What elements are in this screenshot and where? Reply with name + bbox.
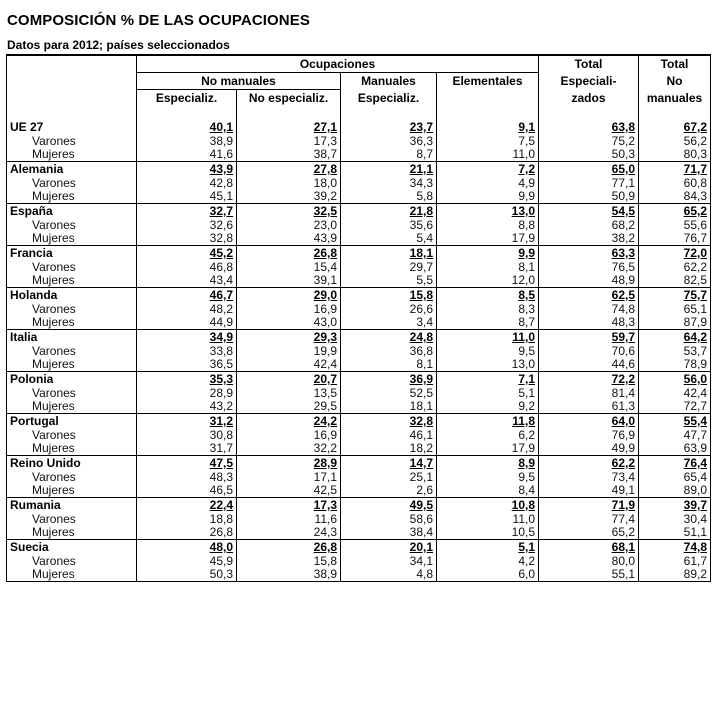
cell-no-especializ: 20,7 [237,372,341,388]
cell-total-no-manuales: 53,7 [639,345,711,358]
cell-total-especializados: 54,5 [539,204,639,220]
row-label: Reino Unido [7,456,137,472]
row-label: Polonia [7,372,137,388]
cell-especializ: 42,8 [137,177,237,190]
cell-manuales-especializ: 2,6 [341,484,437,498]
cell-manuales-especializ: 18,1 [341,400,437,414]
table-row-subgroup [7,303,711,316]
cell-no-especializ: 11,6 [237,513,341,526]
table-row-subgroup [7,484,711,498]
cell-elementales: 7,1 [437,372,539,388]
cell-manuales-especializ: 29,7 [341,261,437,274]
cell-no-especializ: 13,5 [237,387,341,400]
cell-total-especializados: 55,1 [539,568,639,582]
cell-total-especializados: 48,9 [539,274,639,288]
row-label: Portugal [7,414,137,430]
cell-total-especializados: 81,4 [539,387,639,400]
header-no-especializ: No especializ. [237,90,341,107]
cell-total-no-manuales: 56,2 [639,135,711,148]
cell-total-especializados: 75,2 [539,135,639,148]
cell-elementales: 8,9 [437,456,539,472]
cell-manuales-especializ: 3,4 [341,316,437,330]
row-label: Suecia [7,540,137,556]
cell-manuales-especializ: 26,6 [341,303,437,316]
row-label: Mujeres [7,316,137,330]
cell-especializ: 45,2 [137,246,237,262]
header-elementales: Elementales [437,73,539,90]
table-row-subgroup [7,471,711,484]
table-row-subgroup [7,232,711,246]
cell-no-especializ: 42,5 [237,484,341,498]
header-row-3 [7,90,711,107]
table-row-country [7,162,711,178]
cell-total-especializados: 68,1 [539,540,639,556]
row-label: Mujeres [7,148,137,162]
cell-no-especializ: 28,9 [237,456,341,472]
cell-manuales-especializ: 34,1 [341,555,437,568]
row-label: Francia [7,246,137,262]
cell-total-especializados: 77,1 [539,177,639,190]
cell-total-especializados: 49,1 [539,484,639,498]
cell-no-especializ: 15,8 [237,555,341,568]
cell-especializ: 46,5 [137,484,237,498]
cell-elementales: 11,0 [437,148,539,162]
cell-no-especializ: 32,5 [237,204,341,220]
cell-total-no-manuales: 76,4 [639,456,711,472]
cell-total-especializados: 50,9 [539,190,639,204]
cell-especializ: 22,4 [137,498,237,514]
cell-elementales: 7,2 [437,162,539,178]
cell-manuales-especializ: 21,1 [341,162,437,178]
header-manuales-especializ: Especializ. [341,90,437,107]
table-row-country [7,414,711,430]
table-row-subgroup [7,568,711,582]
cell-especializ: 44,9 [137,316,237,330]
cell-especializ: 31,2 [137,414,237,430]
header-total-especializados-3: zados [539,90,639,107]
cell-total-especializados: 61,3 [539,400,639,414]
cell-elementales: 13,0 [437,358,539,372]
cell-total-no-manuales: 61,7 [639,555,711,568]
cell-elementales: 11,8 [437,414,539,430]
cell-especializ: 50,3 [137,568,237,582]
header-no-manuales: No manuales [137,73,341,90]
cell-manuales-especializ: 18,1 [341,246,437,262]
cell-elementales: 6,2 [437,429,539,442]
cell-total-no-manuales: 76,7 [639,232,711,246]
cell-no-especializ: 19,9 [237,345,341,358]
row-label: Mujeres [7,358,137,372]
row-label: UE 27 [7,120,137,135]
table-row-country [7,372,711,388]
cell-especializ: 46,7 [137,288,237,304]
cell-elementales: 9,1 [437,120,539,135]
cell-manuales-especializ: 35,6 [341,219,437,232]
cell-elementales: 8,3 [437,303,539,316]
row-label: Varones [7,261,137,274]
cell-manuales-especializ: 15,8 [341,288,437,304]
cell-total-especializados: 62,5 [539,288,639,304]
cell-especializ: 41,6 [137,148,237,162]
cell-manuales-especializ: 18,2 [341,442,437,456]
cell-elementales: 10,5 [437,526,539,540]
cell-manuales-especializ: 34,3 [341,177,437,190]
cell-no-especializ: 26,8 [237,246,341,262]
cell-manuales-especializ: 4,8 [341,568,437,582]
occupations-table [6,54,711,582]
cell-total-especializados: 63,3 [539,246,639,262]
row-label: Varones [7,345,137,358]
row-label: Mujeres [7,400,137,414]
cell-total-no-manuales: 89,2 [639,568,711,582]
cell-no-especializ: 39,2 [237,190,341,204]
row-label: Mujeres [7,190,137,204]
cell-especializ: 28,9 [137,387,237,400]
table-row-country [7,246,711,262]
row-label: Mujeres [7,484,137,498]
header-total-no-manuales-3: manuales [639,90,711,107]
cell-total-no-manuales: 71,7 [639,162,711,178]
cell-no-especializ: 29,5 [237,400,341,414]
header-especializ: Especializ. [137,90,237,107]
row-label: Varones [7,177,137,190]
cell-total-especializados: 44,6 [539,358,639,372]
header-corner [7,73,137,90]
cell-no-especializ: 43,9 [237,232,341,246]
cell-total-especializados: 74,8 [539,303,639,316]
cell-no-especializ: 29,0 [237,288,341,304]
cell-especializ: 46,8 [137,261,237,274]
cell-especializ: 31,7 [137,442,237,456]
table-row-subgroup [7,177,711,190]
cell-elementales: 10,8 [437,498,539,514]
cell-total-no-manuales: 65,1 [639,303,711,316]
cell-elementales: 9,5 [437,345,539,358]
cell-total-especializados: 73,4 [539,471,639,484]
cell-elementales: 4,9 [437,177,539,190]
cell-total-especializados: 49,9 [539,442,639,456]
cell-no-especializ: 32,2 [237,442,341,456]
cell-no-especializ: 43,0 [237,316,341,330]
table-row-country [7,498,711,514]
cell-especializ: 43,2 [137,400,237,414]
cell-especializ: 38,9 [137,135,237,148]
cell-elementales: 17,9 [437,442,539,456]
cell-elementales: 4,2 [437,555,539,568]
cell-total-no-manuales: 78,9 [639,358,711,372]
cell-no-especializ: 24,3 [237,526,341,540]
table-row-subgroup [7,148,711,162]
cell-no-especializ: 24,2 [237,414,341,430]
cell-total-especializados: 38,2 [539,232,639,246]
cell-total-especializados: 68,2 [539,219,639,232]
cell-total-no-manuales: 75,7 [639,288,711,304]
cell-total-especializados: 77,4 [539,513,639,526]
cell-manuales-especializ: 36,9 [341,372,437,388]
cell-especializ: 30,8 [137,429,237,442]
cell-manuales-especializ: 38,4 [341,526,437,540]
cell-total-no-manuales: 84,3 [639,190,711,204]
table-row-country [7,456,711,472]
header-ocupaciones: Ocupaciones [137,55,539,73]
cell-manuales-especializ: 46,1 [341,429,437,442]
header-total-especializados-1: Total [539,55,639,73]
cell-elementales: 5,1 [437,387,539,400]
cell-especializ: 43,9 [137,162,237,178]
cell-manuales-especializ: 20,1 [341,540,437,556]
table-row-subgroup [7,513,711,526]
cell-no-especializ: 39,1 [237,274,341,288]
cell-especializ: 35,3 [137,372,237,388]
cell-total-especializados: 48,3 [539,316,639,330]
cell-elementales: 8,4 [437,484,539,498]
cell-total-no-manuales: 63,9 [639,442,711,456]
page-title: COMPOSICIÓN % DE LAS OCUPACIONES [7,12,310,29]
table-row-subgroup [7,345,711,358]
cell-elementales: 9,2 [437,400,539,414]
header-elementales-blank [437,90,539,107]
cell-manuales-especializ: 36,8 [341,345,437,358]
cell-manuales-especializ: 21,8 [341,204,437,220]
cell-elementales: 9,9 [437,190,539,204]
cell-especializ: 33,8 [137,345,237,358]
cell-especializ: 45,9 [137,555,237,568]
cell-no-especializ: 27,8 [237,162,341,178]
row-label: Mujeres [7,274,137,288]
table-row-subgroup [7,135,711,148]
header-corner [7,55,137,73]
cell-manuales-especializ: 14,7 [341,456,437,472]
cell-no-especializ: 29,3 [237,330,341,346]
cell-manuales-especializ: 23,7 [341,120,437,135]
cell-manuales-especializ: 5,8 [341,190,437,204]
row-label: Mujeres [7,568,137,582]
cell-no-especializ: 15,4 [237,261,341,274]
table-row-country [7,330,711,346]
cell-no-especializ: 26,8 [237,540,341,556]
cell-especializ: 45,1 [137,190,237,204]
header-spacer-row [7,106,711,120]
cell-total-no-manuales: 42,4 [639,387,711,400]
cell-total-no-manuales: 62,2 [639,261,711,274]
cell-total-no-manuales: 87,9 [639,316,711,330]
cell-total-especializados: 72,2 [539,372,639,388]
table-row-subgroup [7,316,711,330]
cell-elementales: 11,0 [437,513,539,526]
cell-total-no-manuales: 65,4 [639,471,711,484]
cell-manuales-especializ: 8,7 [341,148,437,162]
cell-total-no-manuales: 51,1 [639,526,711,540]
cell-manuales-especializ: 49,5 [341,498,437,514]
cell-total-especializados: 71,9 [539,498,639,514]
table-row-subgroup [7,358,711,372]
cell-total-especializados: 50,3 [539,148,639,162]
cell-no-especializ: 17,1 [237,471,341,484]
cell-total-no-manuales: 65,2 [639,204,711,220]
row-label: Alemania [7,162,137,178]
header-row-1 [7,55,711,73]
row-label: Mujeres [7,442,137,456]
cell-total-especializados: 76,9 [539,429,639,442]
row-label: Varones [7,555,137,568]
cell-elementales: 12,0 [437,274,539,288]
cell-elementales: 8,8 [437,219,539,232]
cell-total-no-manuales: 64,2 [639,330,711,346]
cell-total-no-manuales: 80,3 [639,148,711,162]
cell-elementales: 13,0 [437,204,539,220]
cell-especializ: 32,7 [137,204,237,220]
cell-especializ: 34,9 [137,330,237,346]
cell-especializ: 48,0 [137,540,237,556]
cell-total-no-manuales: 60,8 [639,177,711,190]
cell-no-especializ: 17,3 [237,498,341,514]
cell-total-especializados: 64,0 [539,414,639,430]
row-label: Varones [7,471,137,484]
cell-especializ: 47,5 [137,456,237,472]
table-row-subgroup [7,526,711,540]
cell-especializ: 48,2 [137,303,237,316]
page-subtitle: Datos para 2012; países seleccionados [7,38,230,52]
cell-elementales: 9,5 [437,471,539,484]
cell-no-especializ: 18,0 [237,177,341,190]
cell-manuales-especializ: 5,4 [341,232,437,246]
cell-elementales: 8,1 [437,261,539,274]
row-label: Italia [7,330,137,346]
cell-no-especializ: 16,9 [237,303,341,316]
cell-elementales: 5,1 [437,540,539,556]
cell-manuales-especializ: 25,1 [341,471,437,484]
cell-elementales: 6,0 [437,568,539,582]
cell-manuales-especializ: 36,3 [341,135,437,148]
header-total-especializados-2: Especiali- [539,73,639,90]
header-corner [7,90,137,107]
cell-total-no-manuales: 55,6 [639,219,711,232]
row-label: Varones [7,219,137,232]
cell-total-especializados: 65,0 [539,162,639,178]
cell-manuales-especializ: 58,6 [341,513,437,526]
cell-especializ: 48,3 [137,471,237,484]
cell-especializ: 32,6 [137,219,237,232]
cell-especializ: 36,5 [137,358,237,372]
cell-no-especializ: 23,0 [237,219,341,232]
cell-especializ: 18,8 [137,513,237,526]
cell-especializ: 40,1 [137,120,237,135]
cell-total-especializados: 76,5 [539,261,639,274]
row-label: España [7,204,137,220]
cell-total-no-manuales: 47,7 [639,429,711,442]
cell-total-no-manuales: 39,7 [639,498,711,514]
cell-elementales: 9,9 [437,246,539,262]
cell-total-no-manuales: 55,4 [639,414,711,430]
cell-total-especializados: 59,7 [539,330,639,346]
cell-total-especializados: 80,0 [539,555,639,568]
row-label: Varones [7,513,137,526]
row-label: Varones [7,135,137,148]
cell-no-especializ: 16,9 [237,429,341,442]
header-row-2 [7,73,711,90]
cell-elementales: 8,7 [437,316,539,330]
cell-manuales-especializ: 52,5 [341,387,437,400]
table-row-country [7,204,711,220]
cell-no-especializ: 27,1 [237,120,341,135]
table-row-country [7,120,711,135]
row-label: Varones [7,429,137,442]
cell-manuales-especializ: 24,8 [341,330,437,346]
header-total-no-manuales-1: Total [639,55,711,73]
cell-no-especializ: 38,9 [237,568,341,582]
table-row-subgroup [7,274,711,288]
table-row-subgroup [7,387,711,400]
cell-elementales: 17,9 [437,232,539,246]
header-manuales: Manuales [341,73,437,90]
table-row-subgroup [7,429,711,442]
cell-manuales-especializ: 32,8 [341,414,437,430]
cell-no-especializ: 42,4 [237,358,341,372]
cell-total-no-manuales: 89,0 [639,484,711,498]
table-row-subgroup [7,261,711,274]
table-row-country [7,540,711,556]
cell-manuales-especializ: 5,5 [341,274,437,288]
cell-total-no-manuales: 30,4 [639,513,711,526]
cell-total-no-manuales: 72,7 [639,400,711,414]
cell-elementales: 11,0 [437,330,539,346]
cell-total-especializados: 63,8 [539,120,639,135]
row-label: Mujeres [7,526,137,540]
cell-especializ: 26,8 [137,526,237,540]
cell-especializ: 32,8 [137,232,237,246]
cell-total-especializados: 62,2 [539,456,639,472]
table-row-subgroup [7,442,711,456]
cell-total-no-manuales: 74,8 [639,540,711,556]
cell-total-no-manuales: 56,0 [639,372,711,388]
cell-total-especializados: 65,2 [539,526,639,540]
table-row-subgroup [7,219,711,232]
cell-total-especializados: 70,6 [539,345,639,358]
table-row-subgroup [7,190,711,204]
cell-no-especializ: 17,3 [237,135,341,148]
row-label: Varones [7,387,137,400]
row-label: Rumania [7,498,137,514]
table-row-subgroup [7,555,711,568]
cell-elementales: 8,5 [437,288,539,304]
cell-elementales: 7,5 [437,135,539,148]
row-label: Mujeres [7,232,137,246]
cell-no-especializ: 38,7 [237,148,341,162]
cell-especializ: 43,4 [137,274,237,288]
cell-total-no-manuales: 82,5 [639,274,711,288]
header-total-no-manuales-2: No [639,73,711,90]
cell-total-no-manuales: 67,2 [639,120,711,135]
row-label: Holanda [7,288,137,304]
cell-total-no-manuales: 72,0 [639,246,711,262]
cell-manuales-especializ: 8,1 [341,358,437,372]
table-row-subgroup [7,400,711,414]
row-label: Varones [7,303,137,316]
table-row-country [7,288,711,304]
